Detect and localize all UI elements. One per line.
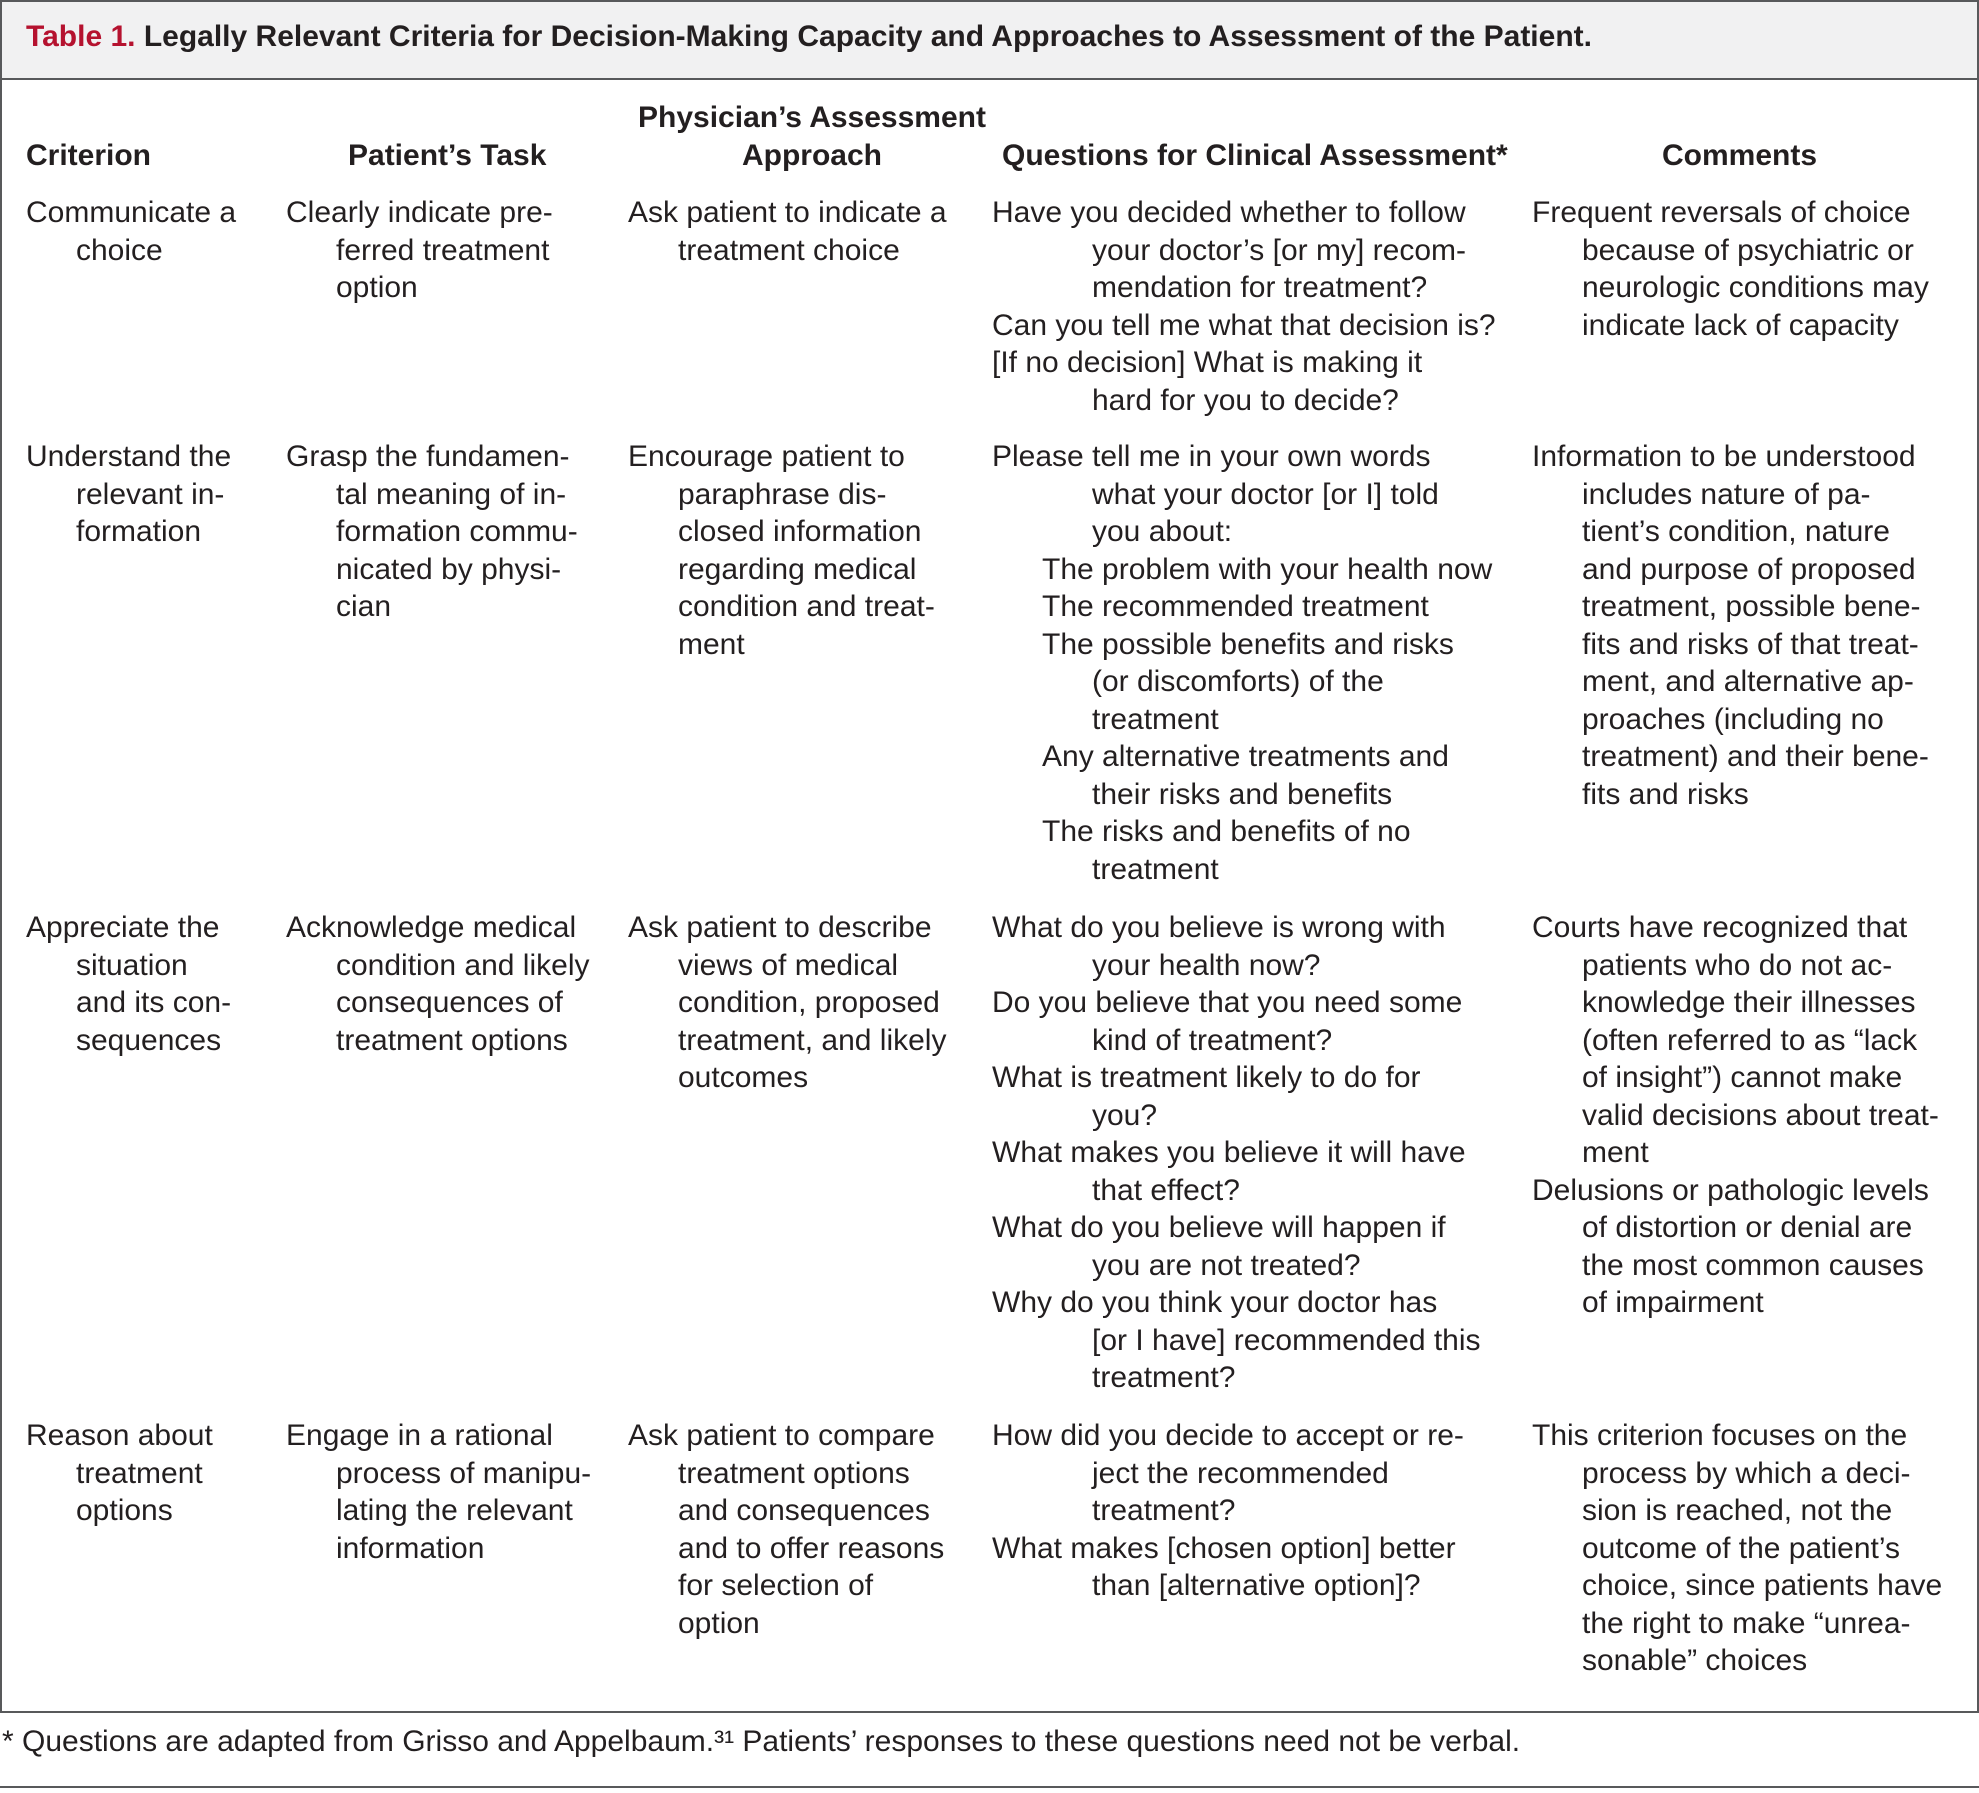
approach-cell-line: views of medical — [678, 948, 899, 982]
approach-cell-line: treatment choice — [678, 233, 900, 267]
questions-cell-line: kind of treatment? — [1092, 1023, 1333, 1057]
header-approach-line1: Physician’s Assessment — [638, 101, 986, 134]
criterion-cell-line: situation — [76, 948, 188, 982]
comments-cell-line: ment, and alternative ap- — [1582, 665, 1914, 698]
questions-cell-line: your doctor’s [or my] recom- — [1092, 233, 1466, 267]
task-cell-line: Engage in a rational — [286, 1419, 553, 1452]
questions-cell-line: what your doctor [or I] told — [1092, 477, 1439, 511]
comments-cell-line: (often referred to as “lack — [1582, 1023, 1918, 1057]
comments-cell-line: includes nature of pa- — [1582, 477, 1871, 511]
header-task: Patient’s Task — [348, 139, 547, 172]
questions-cell-line: [If no decision] What is making it — [992, 346, 1423, 379]
task-cell-line: Clearly indicate pre- — [286, 196, 553, 229]
header-approach-line2: Approach — [741, 139, 882, 172]
comments-cell-line: ment — [1582, 1136, 1649, 1169]
comments-cell — [1532, 194, 1929, 344]
task-cell-line: condition and likely — [336, 948, 590, 982]
questions-cell-line: ject the recommended — [1092, 1456, 1389, 1490]
approach-cell-line: option — [678, 1606, 760, 1640]
comments-cell-line: Information to be understood — [1532, 440, 1916, 473]
table-label: Table 1. — [26, 20, 136, 53]
criterion-cell-line: Understand the — [26, 440, 232, 473]
questions-cell-line: What do you believe is wrong with — [992, 911, 1446, 944]
approach-cell-line: treatment options — [678, 1456, 910, 1490]
criterion-cell — [26, 909, 231, 1059]
approach-cell — [628, 909, 946, 1097]
questions-cell-line: What makes you believe it will have — [992, 1136, 1466, 1169]
approach-cell — [628, 438, 935, 663]
approach-cell-line: ment — [678, 627, 745, 661]
approach-cell-line: for selection of — [678, 1569, 874, 1602]
criterion-cell — [26, 1417, 213, 1530]
comments-cell-line: of distortion or denial are — [1582, 1211, 1913, 1244]
approach-cell — [628, 194, 947, 269]
comments-cell-line: the right to make “unrea- — [1582, 1606, 1911, 1640]
comments-cell-line: of insight”) cannot make — [1582, 1061, 1903, 1094]
comments-cell-line: because of psychiatric or — [1582, 233, 1914, 267]
criterion-cell — [26, 438, 231, 551]
approach-cell-line: condition, proposed — [678, 986, 940, 1019]
task-cell — [286, 1417, 591, 1567]
task-cell-line: Grasp the fundamen- — [286, 440, 570, 473]
task-cell-line: treatment options — [336, 1023, 568, 1057]
criterion-cell — [26, 194, 236, 269]
comments-cell-line: sonable” choices — [1582, 1644, 1808, 1677]
approach-cell-line: Ask patient to compare — [628, 1419, 935, 1452]
task-cell-line: nicated by physi- — [336, 552, 562, 586]
questions-cell-line: Please tell me in your own words — [992, 440, 1431, 473]
comments-cell-line: of impairment — [1582, 1286, 1764, 1319]
header-questions: Questions for Clinical Assessment* — [1002, 139, 1508, 172]
comments-cell-line: Courts have recognized that — [1532, 911, 1908, 944]
comments-cell-line: treatment, possible bene- — [1582, 590, 1921, 623]
comments-cell-line: Delusions or pathologic levels — [1532, 1173, 1929, 1207]
questions-cell-line: treatment? — [1092, 1361, 1236, 1394]
criterion-cell-line: Reason about — [26, 1419, 213, 1452]
approach-cell-line: and consequences — [678, 1494, 930, 1527]
bottom-rule — [0, 1786, 1979, 1788]
approach-cell-line: Ask patient to indicate a — [628, 196, 947, 229]
comments-cell-line: tient’s condition, nature — [1582, 515, 1890, 548]
criterion-cell-line: formation — [76, 515, 202, 548]
questions-subitem-line: treatment — [1092, 702, 1219, 736]
task-cell-line: tal meaning of in- — [336, 477, 567, 511]
questions-cell-line: Why do you think your doctor has — [992, 1286, 1438, 1319]
criterion-cell-line: Appreciate the — [26, 911, 220, 944]
questions-subitem-line: The risks and benefits of no — [1042, 815, 1411, 848]
task-cell-line: ferred treatment — [336, 233, 550, 267]
comments-cell-line: outcome of the patient’s — [1582, 1531, 1900, 1565]
table-title-bar — [2, 2, 1977, 80]
task-cell-line: lating the relevant — [336, 1494, 573, 1527]
task-cell — [286, 438, 578, 626]
comments-cell-line: sion is reached, not the — [1582, 1494, 1893, 1527]
approach-cell-line: treatment, and likely — [678, 1023, 947, 1057]
questions-cell — [992, 909, 1481, 1397]
table-footnote: * Questions are adapted from Grisso and Appelbaum.³¹ Patients’ responses to these questions need not be verbal. — [2, 1725, 1521, 1758]
questions-subitem-line: (or discomforts) of the — [1092, 665, 1384, 698]
criterion-cell-line: choice — [76, 233, 163, 267]
approach-cell-line: regarding medical — [678, 552, 917, 586]
header-comments: Comments — [1662, 139, 1818, 172]
task-cell-line: information — [336, 1531, 485, 1565]
approach-cell-line: and to offer reasons — [678, 1531, 945, 1565]
table-caption — [26, 20, 1592, 54]
comments-cell-line: fits and risks of that treat- — [1582, 627, 1919, 661]
header-approach — [602, 99, 1022, 175]
questions-cell-line: you? — [1092, 1098, 1158, 1132]
questions-cell-line: hard for you to decide? — [1092, 383, 1399, 417]
comments-cell — [1532, 438, 1929, 813]
task-cell-line: option — [336, 271, 418, 304]
criterion-cell-line: Communicate a — [26, 196, 237, 229]
header-criterion: Criterion — [26, 139, 152, 172]
approach-cell-line: Encourage patient to — [628, 440, 905, 473]
task-cell-line: consequences of — [336, 986, 563, 1019]
questions-cell-line: Have you decided whether to follow — [992, 196, 1466, 229]
approach-cell-line: outcomes — [678, 1061, 809, 1094]
comments-cell-line: neurologic conditions may — [1582, 271, 1929, 304]
approach-cell-line: closed information — [678, 515, 922, 548]
comments-cell-line: knowledge their illnesses — [1582, 986, 1916, 1019]
criterion-cell-line: relevant in- — [76, 477, 225, 511]
comments-cell — [1532, 909, 1939, 1322]
questions-cell-line: What do you believe will happen if — [992, 1211, 1446, 1244]
questions-cell-line: How did you decide to accept or re- — [992, 1419, 1464, 1452]
questions-subitem-line: their risks and benefits — [1092, 777, 1393, 811]
comments-cell-line: valid decisions about treat- — [1582, 1098, 1939, 1132]
questions-subitem-line: The recommended treatment — [1042, 590, 1429, 623]
task-cell — [286, 909, 590, 1059]
questions-cell — [992, 1417, 1464, 1605]
comments-cell-line: proaches (including no — [1582, 702, 1884, 736]
task-cell-line: formation commu- — [336, 515, 578, 548]
questions-subitem-line: treatment — [1092, 852, 1219, 886]
questions-cell-line: than [alternative option]? — [1092, 1569, 1421, 1602]
questions-cell-line: treatment? — [1092, 1494, 1236, 1527]
questions-subitem-line: The problem with your health now — [1042, 552, 1493, 586]
table-title: Legally Relevant Criteria for Decision-Making Capacity and Approaches to Assessment of the Patient. — [143, 20, 1592, 53]
questions-cell-line: Can you tell me what that decision is? — [992, 308, 1496, 342]
comments-cell-line: and purpose of proposed — [1582, 552, 1916, 586]
approach-cell-line: condition and treat- — [678, 590, 935, 623]
criterion-cell-line: treatment — [76, 1456, 203, 1490]
task-cell — [286, 194, 553, 307]
criterion-cell-line: options — [76, 1494, 173, 1527]
questions-cell-line: What makes [chosen option] better — [992, 1531, 1456, 1565]
approach-cell-line: paraphrase dis- — [678, 477, 887, 511]
questions-cell — [992, 194, 1496, 419]
questions-cell-line: mendation for treatment? — [1092, 271, 1428, 304]
task-cell-line: cian — [336, 590, 392, 623]
questions-cell-line: that effect? — [1092, 1173, 1240, 1207]
comments-cell-line: This criterion focuses on the — [1532, 1419, 1908, 1452]
questions-subitem-line: The possible benefits and risks — [1042, 627, 1454, 661]
comments-cell — [1532, 1417, 1942, 1680]
questions-cell-line: you are not treated? — [1092, 1248, 1361, 1282]
questions-cell-line: [or I have] recommended this — [1092, 1323, 1481, 1357]
comments-cell-line: indicate lack of capacity — [1582, 308, 1899, 342]
approach-cell — [628, 1417, 944, 1642]
comments-cell-line: choice, since patients have — [1582, 1569, 1943, 1602]
comments-cell-line: Frequent reversals of choice — [1532, 196, 1911, 229]
questions-cell-line: What is treatment likely to do for — [992, 1061, 1421, 1094]
questions-subitem-line: Any alternative treatments and — [1042, 740, 1449, 773]
comments-cell-line: process by which a deci- — [1582, 1456, 1911, 1490]
questions-cell-line: your health now? — [1092, 948, 1321, 982]
comments-cell-line: the most common causes — [1582, 1248, 1924, 1282]
comments-cell-line: treatment) and their bene- — [1582, 740, 1929, 773]
task-cell-line: Acknowledge medical — [286, 911, 577, 944]
comments-cell-line: patients who do not ac- — [1582, 948, 1893, 982]
comments-cell-line: fits and risks — [1582, 777, 1749, 811]
criterion-cell-line: and its con- — [76, 986, 232, 1019]
criterion-cell-line: sequences — [76, 1023, 222, 1057]
questions-cell-line: Do you believe that you need some — [992, 986, 1463, 1019]
questions-cell — [992, 438, 1492, 888]
approach-cell-line: Ask patient to describe — [628, 911, 932, 944]
task-cell-line: process of manipu- — [336, 1456, 592, 1490]
questions-cell-line: you about: — [1092, 515, 1233, 548]
